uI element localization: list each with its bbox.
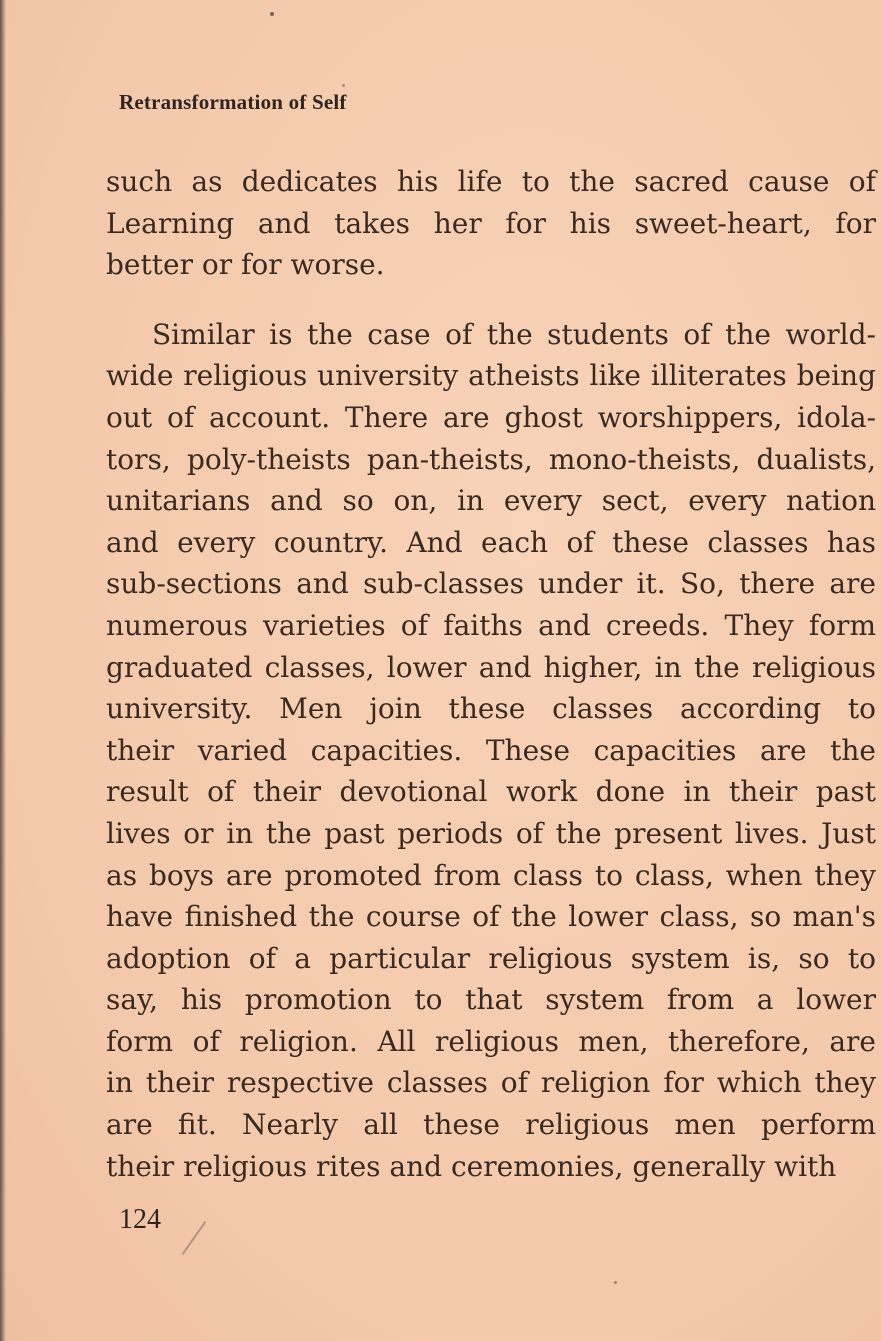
running-head: Retransformation of Self [119,90,347,114]
text-line: out of account. There are ghost worshippers, idola- [106,400,876,434]
text-line: are fit. Nearly all these religious men perform [106,1108,876,1142]
page-number: 124 [119,1204,161,1235]
paper-speck [342,84,345,87]
text-line: result of their devotional work done in their past [106,775,876,809]
text-line: unitarians and so on, in every sect, every nation [106,484,876,518]
body-text [106,161,876,1187]
text-line: tors, poly-theists pan-theists, mono-theists, dualists, [106,442,876,476]
text-line: form of religion. All religious men, therefore, are [106,1024,876,1058]
text-line: graduated classes, lower and higher, in the religious [106,650,876,684]
text-line: university. Men join these classes according to [106,692,876,726]
text-line: lives or in the past periods of the present lives. Just [106,816,876,850]
paper-speck [270,12,274,16]
page-binding-edge [0,0,6,1341]
text-line: and every country. And each of these classes has [106,525,876,559]
pencil-mark [182,1221,207,1255]
text-line: wide religious university atheists like illiterates being [106,359,876,393]
text-line: have finished the course of the lower class, so man's [106,900,876,934]
text-line: such as dedicates his life to the sacred cause of [106,165,876,198]
text-line: adoption of a particular religious system is, so to [106,941,876,975]
text-line: their religious rites and ceremonies, generally with [106,1149,837,1183]
paragraph [106,161,876,286]
text-line: say, his promotion to that system from a lower [106,983,876,1017]
text-line: better or for worse. [106,248,385,282]
text-line: in their respective classes of religion for which they [106,1066,876,1100]
text-line: sub-sections and sub-classes under it. So, there are [106,567,876,601]
paper-speck [614,1281,617,1284]
text-line: numerous varieties of faiths and creeds. They form [106,608,876,642]
text-line: Similar is the case of the students of the world- [152,317,876,351]
paragraph [106,314,876,1187]
text-line: their varied capacities. These capacities are the [106,733,876,767]
text-line: as boys are promoted from class to class, when they [106,858,876,892]
text-line: Learning and takes her for his sweet-heart, for [106,206,876,240]
